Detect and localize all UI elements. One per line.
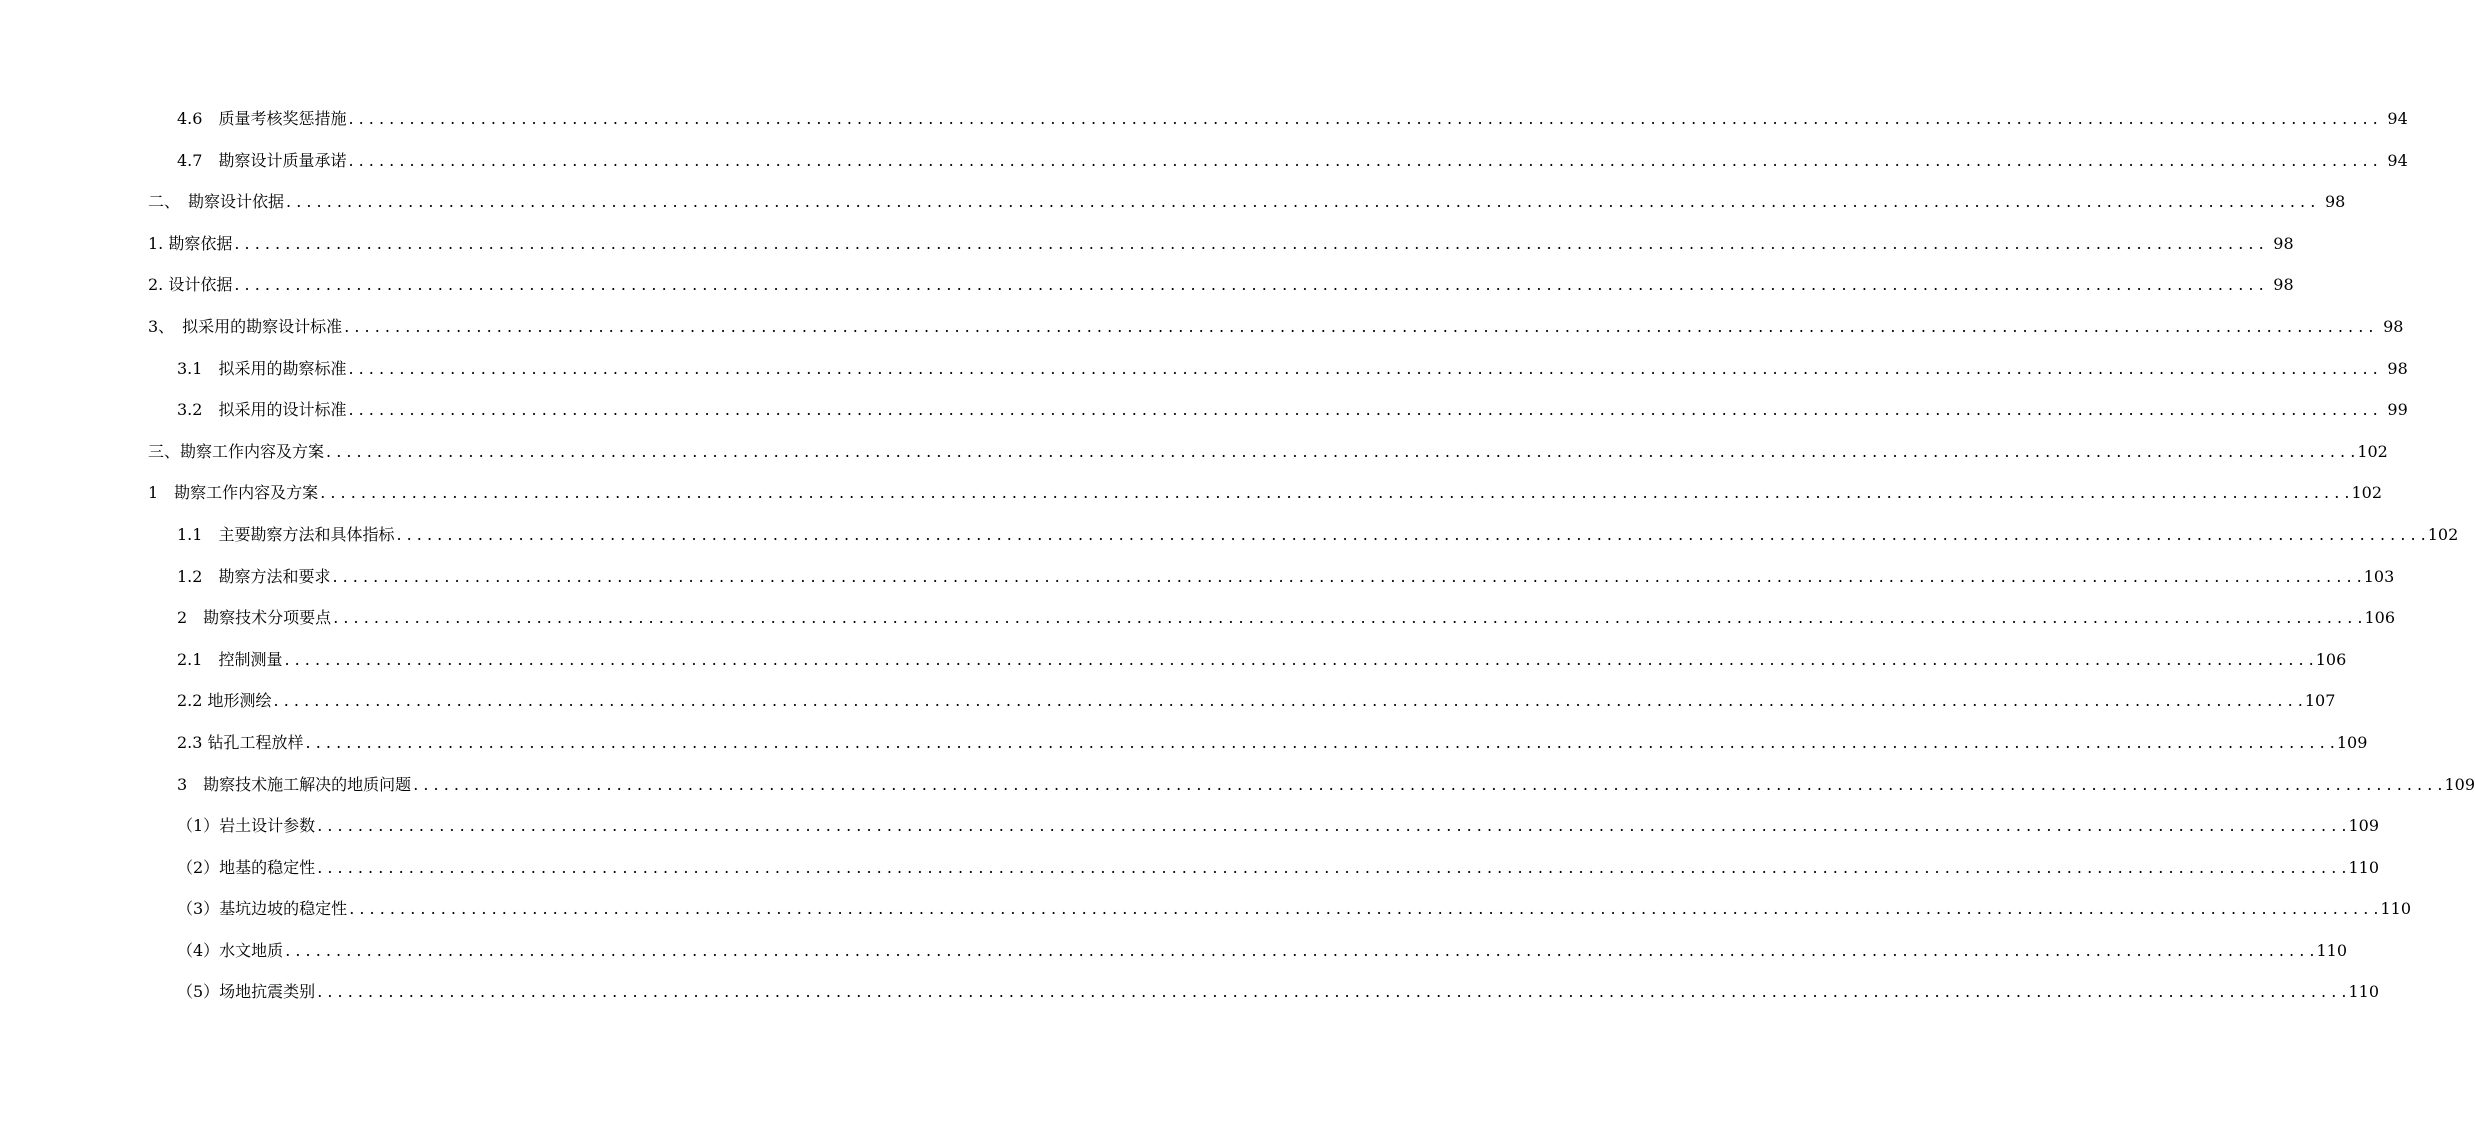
toc-entry-title: （5）场地抗震类别 [177,982,316,1002]
toc-entry-page-number: 99 [2387,400,2408,420]
toc-entry-title: 三、勘察工作内容及方案 [148,441,325,461]
toc-entry-page-number: 98 [2273,275,2294,295]
toc-entry[interactable] [0,346,2408,388]
toc-entry[interactable] [0,179,2346,221]
toc-entry-title: 2.3 钻孔工程放样 [177,732,304,752]
toc-entry-title: 3.1 拟采用的勘察标准 [177,358,347,378]
toc-entry-title: （4）水文地质 [177,940,284,960]
toc-entry[interactable] [0,221,2294,263]
toc-entry[interactable] [0,470,2383,512]
toc-entry[interactable] [0,512,2459,554]
toc-entry-page-number: 109 [2336,732,2368,752]
toc-entry[interactable] [0,720,2368,762]
dot-leader: . . . . . . . . . . . . . . . . . . . . . . . . . . . . . . . . . . . . . . . . . . . . . . . . . . . . . . . . . . . . . . . . . . . . . . . . . . . . . . . . . . . . . . . . . . . . . . . . . . . . . . . . . . . . . . . . . . . . . . . . . . . . . . . . . . . . . . . . . . . . . . . . . . . . . . . . . . . . . . . . . . . . . . . . . . . . . . . . . . . . . . . . . . . . . . . . . . . . . . . . [396,524,2426,544]
toc-entry-page-number: 110 [2348,857,2380,877]
toc-entry-page-number: 102 [2357,441,2388,461]
toc-entry[interactable] [0,387,2408,429]
toc-entry[interactable] [0,637,2347,679]
toc-entry-page-number: 94 [2387,109,2408,128]
toc-entry-page-number: 110 [2380,899,2412,919]
toc-entry-title: 2 勘察技术分项要点 [177,608,332,628]
dot-leader: . . . . . . . . . . . . . . . . . . . . . . . . . . . . . . . . . . . . . . . . . . . . . . . . . . . . . . . . . . . . . . . . . . . . . . . . . . . . . . . . . . . . . . . . . . . . . . . . . . . . . . . . . . . . . . . . . . . . . . . . . . . . . . . . . . . . . . . . . . . . . . . . . . . . . . . . . . . . . . . . . . . . . . . . . . . . . . . . . . . . . . . . . . . . . . . . . . . . . . . . [284,649,2314,669]
dot-leader: . . . . . . . . . . . . . . . . . . . . . . . . . . . . . . . . . . . . . . . . . . . . . . . . . . . . . . . . . . . . . . . . . . . . . . . . . . . . . . . . . . . . . . . . . . . . . . . . . . . . . . . . . . . . . . . . . . . . . . . . . . . . . . . . . . . . . . . . . . . . . . . . . . . . . . . . . . . . . . . . . . . . . . . . . . . . . . . . . . . . . . . . . . . . . . . . . . . . . . . . [317,982,2347,1002]
dot-leader: . . . . . . . . . . . . . . . . . . . . . . . . . . . . . . . . . . . . . . . . . . . . . . . . . . . . . . . . . . . . . . . . . . . . . . . . . . . . . . . . . . . . . . . . . . . . . . . . . . . . . . . . . . . . . . . . . . . . . . . . . . . . . . . . . . . . . . . . . . . . . . . . . . . . . . . . . . . . . . . . . . . . . . . . . . . . . . . . . . . . . . . . . . . . . . . . . . . . . . . . [305,732,2335,752]
toc-entry[interactable] [0,304,2404,346]
dot-leader: . . . . . . . . . . . . . . . . . . . . . . . . . . . . . . . . . . . . . . . . . . . . . . . . . . . . . . . . . . . . . . . . . . . . . . . . . . . . . . . . . . . . . . . . . . . . . . . . . . . . . . . . . . . . . . . . . . . . . . . . . . . . . . . . . . . . . . . . . . . . . . . . . . . . . . . . . . . . . . . . . . . . . . . . . . . . . . . . . . . . . . . . . . . . . . . . . . . . . . . . [348,358,2378,378]
toc-entry[interactable] [0,429,2388,471]
dot-leader: . . . . . . . . . . . . . . . . . . . . . . . . . . . . . . . . . . . . . . . . . . . . . . . . . . . . . . . . . . . . . . . . . . . . . . . . . . . . . . . . . . . . . . . . . . . . . . . . . . . . . . . . . . . . . . . . . . . . . . . . . . . . . . . . . . . . . . . . . . . . . . . . . . . . . . . . . . . . . . . . . . . . . . . . . . . . . . . . . . . . . . . . . . . . . . . . . . . . . . . . [348,400,2378,420]
toc-entry-title: 3 勘察技术施工解决的地质问题 [177,774,412,794]
toc-entry[interactable] [0,678,2336,720]
dot-leader: . . . . . . . . . . . . . . . . . . . . . . . . . . . . . . . . . . . . . . . . . . . . . . . . . . . . . . . . . . . . . . . . . . . . . . . . . . . . . . . . . . . . . . . . . . . . . . . . . . . . . . . . . . . . . . . . . . . . . . . . . . . . . . . . . . . . . . . . . . . . . . . . . . . . . . . . . . . . . . . . . . . . . . . . . . . . . . . . . . . . . . . . . . . . . . . . . . . . . . . . [413,774,2443,794]
toc-entry-title: 1.2 勘察方法和要求 [177,566,331,586]
toc-entry-title: 二、 勘察设计依据 [148,192,285,212]
toc-entry-title: 1.1 主要勘察方法和具体指标 [177,524,395,544]
dot-leader: . . . . . . . . . . . . . . . . . . . . . . . . . . . . . . . . . . . . . . . . . . . . . . . . . . . . . . . . . . . . . . . . . . . . . . . . . . . . . . . . . . . . . . . . . . . . . . . . . . . . . . . . . . . . . . . . . . . . . . . . . . . . . . . . . . . . . . . . . . . . . . . . . . . . . . . . . . . . . . . . . . . . . . . . . . . . . . . . . . . . . . . . . . . . . . . . . . . . . . . . [349,899,2379,919]
toc-entry-title: 1 勘察工作内容及方案 [148,483,319,503]
toc-entry[interactable] [0,554,2395,596]
toc-entry[interactable] [0,886,2412,928]
dot-leader: . . . . . . . . . . . . . . . . . . . . . . . . . . . . . . . . . . . . . . . . . . . . . . . . . . . . . . . . . . . . . . . . . . . . . . . . . . . . . . . . . . . . . . . . . . . . . . . . . . . . . . . . . . . . . . . . . . . . . . . . . . . . . . . . . . . . . . . . . . . . . . . . . . . . . . . . . . . . . . . . . . . . . . . . . . . . . . . . . . . . . . . . . . . . . . . . . . . . . . . . [286,192,2316,212]
toc-entry-page-number: 102 [2351,483,2383,503]
toc-entry-page-number: 107 [2304,691,2336,711]
dot-leader: . . . . . . . . . . . . . . . . . . . . . . . . . . . . . . . . . . . . . . . . . . . . . . . . . . . . . . . . . . . . . . . . . . . . . . . . . . . . . . . . . . . . . . . . . . . . . . . . . . . . . . . . . . . . . . . . . . . . . . . . . . . . . . . . . . . . . . . . . . . . . . . . . . . . . . . . . . . . . . . . . . . . . . . . . . . . . . . . . . . . . . . . . . . . . . . . . . . . . . . . [273,691,2303,711]
toc-entry-title: 3.2 拟采用的设计标准 [177,400,347,420]
toc-entry-title: 2. 设计依据 [148,275,233,295]
toc-entry-page-number: 109 [2444,774,2475,794]
toc-entry-page-number: 106 [2315,649,2347,669]
toc-entry[interactable] [0,928,2348,970]
toc-entry-title: 4.6 质量考核奖惩措施 [177,109,347,128]
toc-entry-page-number: 98 [2324,192,2346,212]
toc-entry[interactable] [0,595,2396,637]
dot-leader: . . . . . . . . . . . . . . . . . . . . . . . . . . . . . . . . . . . . . . . . . . . . . . . . . . . . . . . . . . . . . . . . . . . . . . . . . . . . . . . . . . . . . . . . . . . . . . . . . . . . . . . . . . . . . . . . . . . . . . . . . . . . . . . . . . . . . . . . . . . . . . . . . . . . . . . . . . . . . . . . . . . . . . . . . . . . . . . . . . . . . . . . . . . . . . . . . . . . . . . . [317,816,2347,836]
toc-entry-page-number: 110 [2348,982,2380,1002]
toc-entry-page-number: 106 [2364,608,2396,628]
toc-entry[interactable] [0,803,2380,845]
dot-leader: . . . . . . . . . . . . . . . . . . . . . . . . . . . . . . . . . . . . . . . . . . . . . . . . . . . . . . . . . . . . . . . . . . . . . . . . . . . . . . . . . . . . . . . . . . . . . . . . . . . . . . . . . . . . . . . . . . . . . . . . . . . . . . . . . . . . . . . . . . . . . . . . . . . . . . . . . . . . . . . . . . . . . . . . . . . . . . . . . . . . . . . . . . . . . . . . . . . . . . . . [234,233,2264,253]
toc-entry[interactable] [0,96,2408,138]
toc-entry[interactable] [0,969,2380,1011]
toc-entry-page-number: 110 [2316,940,2348,960]
dot-leader: . . . . . . . . . . . . . . . . . . . . . . . . . . . . . . . . . . . . . . . . . . . . . . . . . . . . . . . . . . . . . . . . . . . . . . . . . . . . . . . . . . . . . . . . . . . . . . . . . . . . . . . . . . . . . . . . . . . . . . . . . . . . . . . . . . . . . . . . . . . . . . . . . . . . . . . . . . . . . . . . . . . . . . . . . . . . . . . . . . . . . . . . . . . . . . . . . . . . . . . . [234,275,2264,295]
toc-entry-title: 1. 勘察依据 [148,233,233,253]
dot-leader: . . . . . . . . . . . . . . . . . . . . . . . . . . . . . . . . . . . . . . . . . . . . . . . . . . . . . . . . . . . . . . . . . . . . . . . . . . . . . . . . . . . . . . . . . . . . . . . . . . . . . . . . . . . . . . . . . . . . . . . . . . . . . . . . . . . . . . . . . . . . . . . . . . . . . . . . . . . . . . . . . . . . . . . . . . . . . . . . . . . . . . . . . . . . . . . . . . . . . . . . [332,566,2362,586]
toc-entry-title: 2.1 控制测量 [177,649,283,669]
dot-leader: . . . . . . . . . . . . . . . . . . . . . . . . . . . . . . . . . . . . . . . . . . . . . . . . . . . . . . . . . . . . . . . . . . . . . . . . . . . . . . . . . . . . . . . . . . . . . . . . . . . . . . . . . . . . . . . . . . . . . . . . . . . . . . . . . . . . . . . . . . . . . . . . . . . . . . . . . . . . . . . . . . . . . . . . . . . . . . . . . . . . . . . . . . . . . . . . . . . . . . . . [326,441,2356,461]
toc-entry[interactable] [0,262,2294,304]
toc-entry-page-number: 98 [2387,358,2408,378]
toc-entry-page-number: 94 [2387,150,2408,170]
toc-entry-title: 3、 拟采用的勘察设计标准 [148,316,343,336]
toc-entry-page-number: 98 [2273,233,2294,253]
toc-entry-page-number: 102 [2427,524,2459,544]
dot-leader: . . . . . . . . . . . . . . . . . . . . . . . . . . . . . . . . . . . . . . . . . . . . . . . . . . . . . . . . . . . . . . . . . . . . . . . . . . . . . . . . . . . . . . . . . . . . . . . . . . . . . . . . . . . . . . . . . . . . . . . . . . . . . . . . . . . . . . . . . . . . . . . . . . . . . . . . . . . . . . . . . . . . . . . . . . . . . . . . . . . . . . . . . . . . . . . . . . . . . . . . [333,608,2363,628]
toc-entry-title: （2）地基的稳定性 [177,857,316,877]
toc-entry-page-number: 103 [2363,566,2395,586]
toc-entry-title: 2.2 地形测绘 [177,691,272,711]
dot-leader: . . . . . . . . . . . . . . . . . . . . . . . . . . . . . . . . . . . . . . . . . . . . . . . . . . . . . . . . . . . . . . . . . . . . . . . . . . . . . . . . . . . . . . . . . . . . . . . . . . . . . . . . . . . . . . . . . . . . . . . . . . . . . . . . . . . . . . . . . . . . . . . . . . . . . . . . . . . . . . . . . . . . . . . . . . . . . . . . . . . . . . . . . . . . . . . . . . . . . . . . [317,857,2347,877]
toc-entry[interactable] [0,762,2475,804]
dot-leader: . . . . . . . . . . . . . . . . . . . . . . . . . . . . . . . . . . . . . . . . . . . . . . . . . . . . . . . . . . . . . . . . . . . . . . . . . . . . . . . . . . . . . . . . . . . . . . . . . . . . . . . . . . . . . . . . . . . . . . . . . . . . . . . . . . . . . . . . . . . . . . . . . . . . . . . . . . . . . . . . . . . . . . . . . . . . . . . . . . . . . . . . . . . . . . . . . . . . . . . . [348,109,2378,128]
toc-entry-page-number: 98 [2383,316,2404,336]
dot-leader: . . . . . . . . . . . . . . . . . . . . . . . . . . . . . . . . . . . . . . . . . . . . . . . . . . . . . . . . . . . . . . . . . . . . . . . . . . . . . . . . . . . . . . . . . . . . . . . . . . . . . . . . . . . . . . . . . . . . . . . . . . . . . . . . . . . . . . . . . . . . . . . . . . . . . . . . . . . . . . . . . . . . . . . . . . . . . . . . . . . . . . . . . . . . . . . . . . . . . . . . [348,150,2378,170]
dot-leader: . . . . . . . . . . . . . . . . . . . . . . . . . . . . . . . . . . . . . . . . . . . . . . . . . . . . . . . . . . . . . . . . . . . . . . . . . . . . . . . . . . . . . . . . . . . . . . . . . . . . . . . . . . . . . . . . . . . . . . . . . . . . . . . . . . . . . . . . . . . . . . . . . . . . . . . . . . . . . . . . . . . . . . . . . . . . . . . . . . . . . . . . . . . . . . . . . . . . . . . . [285,940,2315,960]
toc-entry-title: 4.7 勘察设计质量承诺 [177,150,347,170]
dot-leader: . . . . . . . . . . . . . . . . . . . . . . . . . . . . . . . . . . . . . . . . . . . . . . . . . . . . . . . . . . . . . . . . . . . . . . . . . . . . . . . . . . . . . . . . . . . . . . . . . . . . . . . . . . . . . . . . . . . . . . . . . . . . . . . . . . . . . . . . . . . . . . . . . . . . . . . . . . . . . . . . . . . . . . . . . . . . . . . . . . . . . . . . . . . . . . . . . . . . . . . . [344,316,2374,336]
toc-entry[interactable] [0,138,2408,180]
toc-entry-title: （1）岩土设计参数 [177,816,316,836]
dot-leader: . . . . . . . . . . . . . . . . . . . . . . . . . . . . . . . . . . . . . . . . . . . . . . . . . . . . . . . . . . . . . . . . . . . . . . . . . . . . . . . . . . . . . . . . . . . . . . . . . . . . . . . . . . . . . . . . . . . . . . . . . . . . . . . . . . . . . . . . . . . . . . . . . . . . . . . . . . . . . . . . . . . . . . . . . . . . . . . . . . . . . . . . . . . . . . . . . . . . . . . . [320,483,2350,503]
table-of-contents [0,96,2475,1011]
toc-entry-title: （3）基坑边坡的稳定性 [177,899,348,919]
toc-entry[interactable] [0,845,2380,887]
toc-entry-page-number: 109 [2348,816,2380,836]
